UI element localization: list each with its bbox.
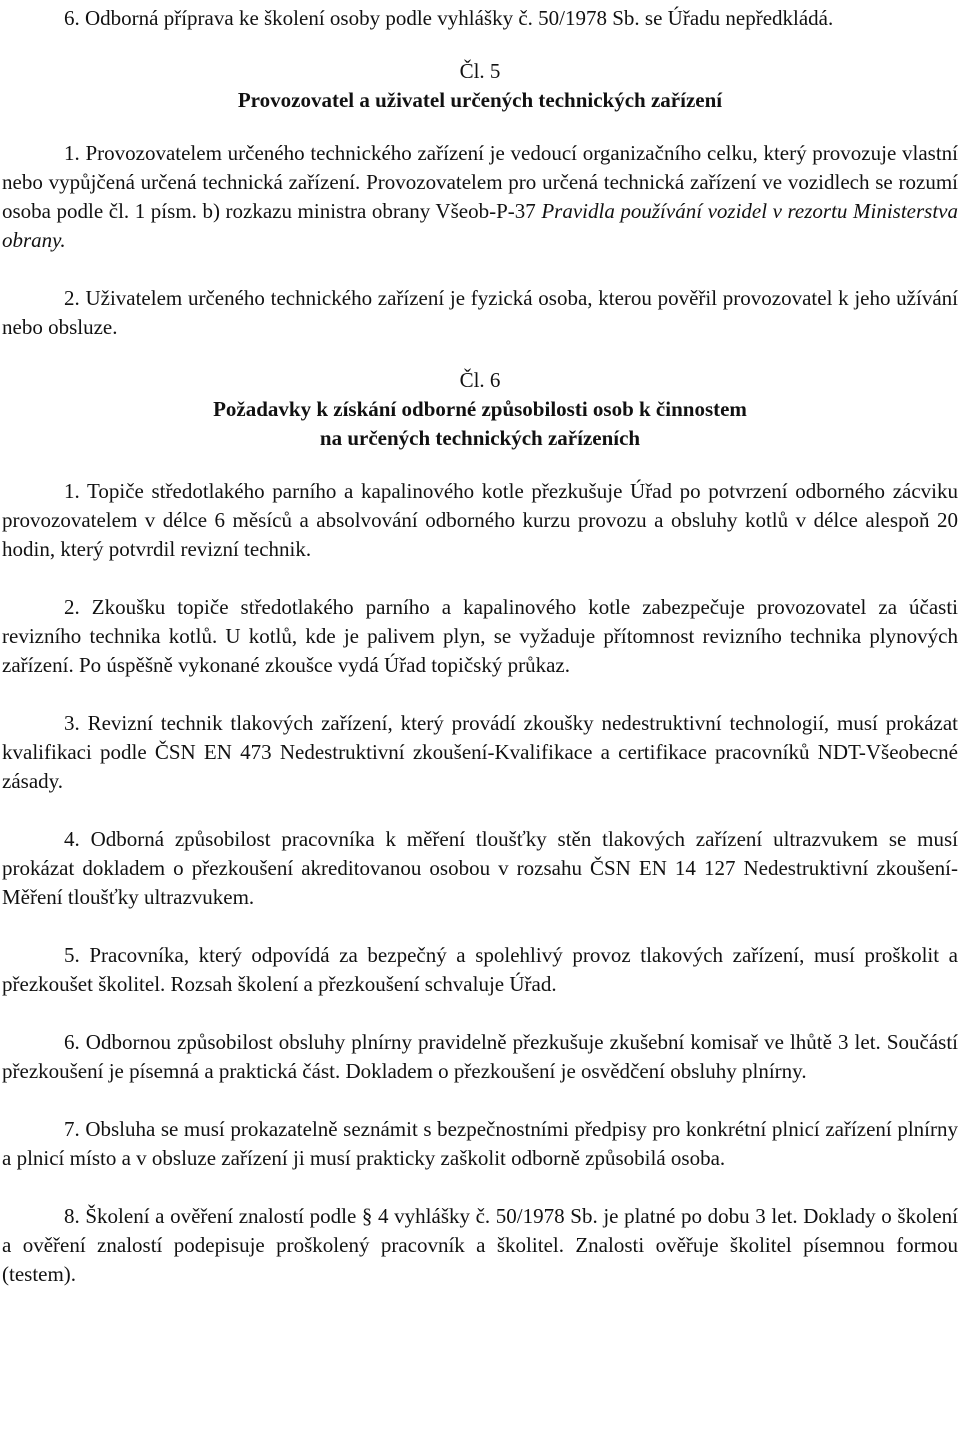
article-6-number: Čl. 6: [459, 368, 501, 392]
article-5-paragraph-2: 2. Uživatelem určeného technického zařízení je fyzická osoba, kterou pověřil provozovatel k jeho užívání nebo obsluze.: [2, 286, 958, 339]
article-6-title-line-2: na určených technických zařízeních: [319, 426, 641, 450]
article-6-paragraph-6: 6. Odbornou způsobilost obsluhy plnírny pravidelně přezkušuje zkušební komisař ve lhůtě 3 let. Součástí přezkoušení je písemná a praktická část. Dokladem o přezkoušení je osvědčení obsluhy plnírny.: [2, 1030, 958, 1083]
article-6-paragraph-8: 8. Školení a ověření znalostí podle § 4 vyhlášky č. 50/1978 Sb. je platné po dobu 3 let. Doklady o školení a ověření znalostí podepisuje proškolený pracovník a školitel. Znalosti ověřuje školitel písemnou formou (testem).: [2, 1204, 958, 1286]
article-5-title: Provozovatel a uživatel určených technických zařízení: [237, 88, 723, 112]
article-5-paragraph-1-text: 1. Provozovatelem určeného technického zařízení je vedoucí organizačního celku, který provozuje vlastní nebo vypůjčená určená technická zařízení. Provozovatelem pro určená technická zařízení ve vozidlech se rozumí osoba podle čl. 1 písm. b) rozkazu ministra obrany Všeob-P-37: [2, 141, 958, 223]
article-5-paragraph-1: [2, 139, 958, 255]
article-5-heading: [2, 57, 958, 115]
article-5-paragraph-1-italic: Pravidla používání vozidel v rezortu Ministerstva obrany.: [2, 199, 958, 252]
article-5-number: Čl. 5: [459, 59, 501, 83]
article-6-paragraph-5: 5. Pracovníka, který odpovídá za bezpečný a spolehlivý provoz tlakových zařízení, musí proškolit a přezkoušet školitel. Rozsah školení a přezkoušení schvaluje Úřad.: [2, 943, 958, 996]
article-6-paragraph-7: 7. Obsluha se musí prokazatelně seznámit s bezpečnostními předpisy pro konkrétní plnicí zařízení plnírny a plnicí místo a v obsluze zařízení ji musí prakticky zaškolit odborně způsobilá osoba.: [2, 1117, 958, 1170]
article-6-heading: [2, 366, 958, 453]
article-6-paragraph-3: 3. Revizní technik tlakových zařízení, který provádí zkoušky nedestruktivní technologií, musí prokázat kvalifikaci podle ČSN EN 473 Nedestruktivní zkoušení-Kvalifikace a certifikace pracovníků NDT-Všeobecné zásady.: [2, 711, 958, 793]
article-6-title-line-1: Požadavky k získání odborné způsobilosti osob k činnostem: [213, 397, 747, 421]
article-6-paragraph-4: 4. Odborná způsobilost pracovníka k měření tloušťky stěn tlakových zařízení ultrazvukem se musí prokázat dokladem o přezkoušení akreditovanou osobou v rozsahu ČSN EN 14 127 Nedestruktivní zkoušení-Měření tloušťky ultrazvukem.: [2, 827, 958, 909]
article-6-paragraph-1: 1. Topiče středotlakého parního a kapalinového kotle přezkušuje Úřad po potvrzení odborného zácviku provozovatelem v délce 6 měsíců a absolvování odborného kurzu provozu a obsluhy kotlů v délce alespoň 20 hodin, který potvrdil revizní technik.: [2, 479, 958, 561]
article-6-paragraph-2: 2. Zkoušku topiče středotlakého parního a kapalinového kotle zabezpečuje provozovatel za účasti revizního technika kotlů. U kotlů, kde je palivem plyn, se vyžaduje přítomnost revizního technika plynových zařízení. Po úspěšně vykonané zkoušce vydá Úřad topičský průkaz.: [2, 595, 958, 677]
paragraph-intro-6: 6. Odborná příprava ke školení osoby podle vyhlášky č. 50/1978 Sb. se Úřadu nepředkládá.: [64, 6, 834, 30]
